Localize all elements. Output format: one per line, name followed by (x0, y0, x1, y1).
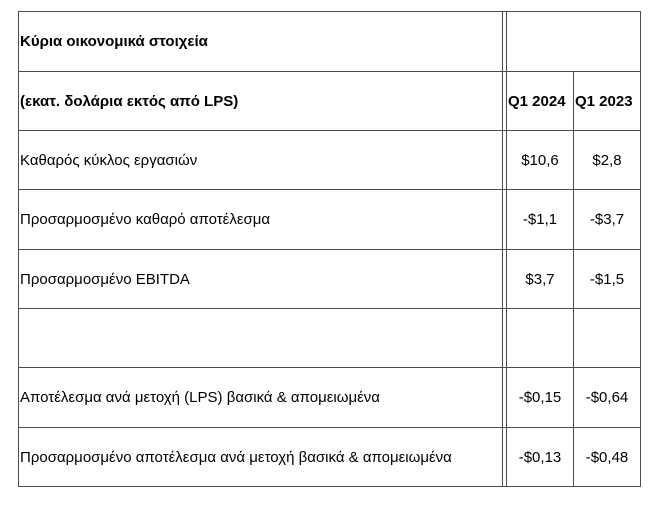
cell-q1-2024 (507, 309, 574, 368)
table-row (19, 190, 641, 250)
row-label: Καθαρός κύκλος εργασιών (19, 131, 503, 190)
cell-q1-2024: -$0,15 (507, 368, 574, 428)
table-row (19, 368, 641, 428)
row-label: Προσαρμοσμένο καθαρό αποτέλεσμα (19, 190, 503, 250)
cell-q1-2023: $2,8 (574, 131, 641, 190)
row-label: Αποτέλεσμα ανά μετοχή (LPS) βασικά & απομειωμένα (19, 368, 503, 428)
cell-q1-2023 (574, 309, 641, 368)
row-label: Προσαρμοσμένο EBITDA (19, 250, 503, 309)
financial-highlights-table (18, 11, 641, 487)
table-row (19, 428, 641, 487)
cell-q1-2023: -$0,48 (574, 428, 641, 487)
table-row-empty (19, 309, 641, 368)
cell-q1-2024: -$0,13 (507, 428, 574, 487)
table-header-row (19, 72, 641, 131)
column-header-q1-2023: Q1 2023 (574, 72, 641, 131)
units-label: (εκατ. δολάρια εκτός από LPS) (19, 72, 503, 131)
cell-q1-2024: $10,6 (507, 131, 574, 190)
row-label (19, 309, 503, 368)
cell-q1-2023: -$1,5 (574, 250, 641, 309)
column-header-q1-2024: Q1 2024 (507, 72, 574, 131)
table-row (19, 250, 641, 309)
table-title-row (19, 12, 641, 72)
title-blank-cell (507, 12, 641, 72)
row-label: Προσαρμοσμένο αποτέλεσμα ανά μετοχή βασικά & απομειωμένα (19, 428, 503, 487)
table-row (19, 131, 641, 190)
cell-q1-2023: -$0,64 (574, 368, 641, 428)
cell-q1-2024: -$1,1 (507, 190, 574, 250)
table-title: Κύρια οικονομικά στοιχεία (19, 12, 503, 72)
cell-q1-2024: $3,7 (507, 250, 574, 309)
cell-q1-2023: -$3,7 (574, 190, 641, 250)
